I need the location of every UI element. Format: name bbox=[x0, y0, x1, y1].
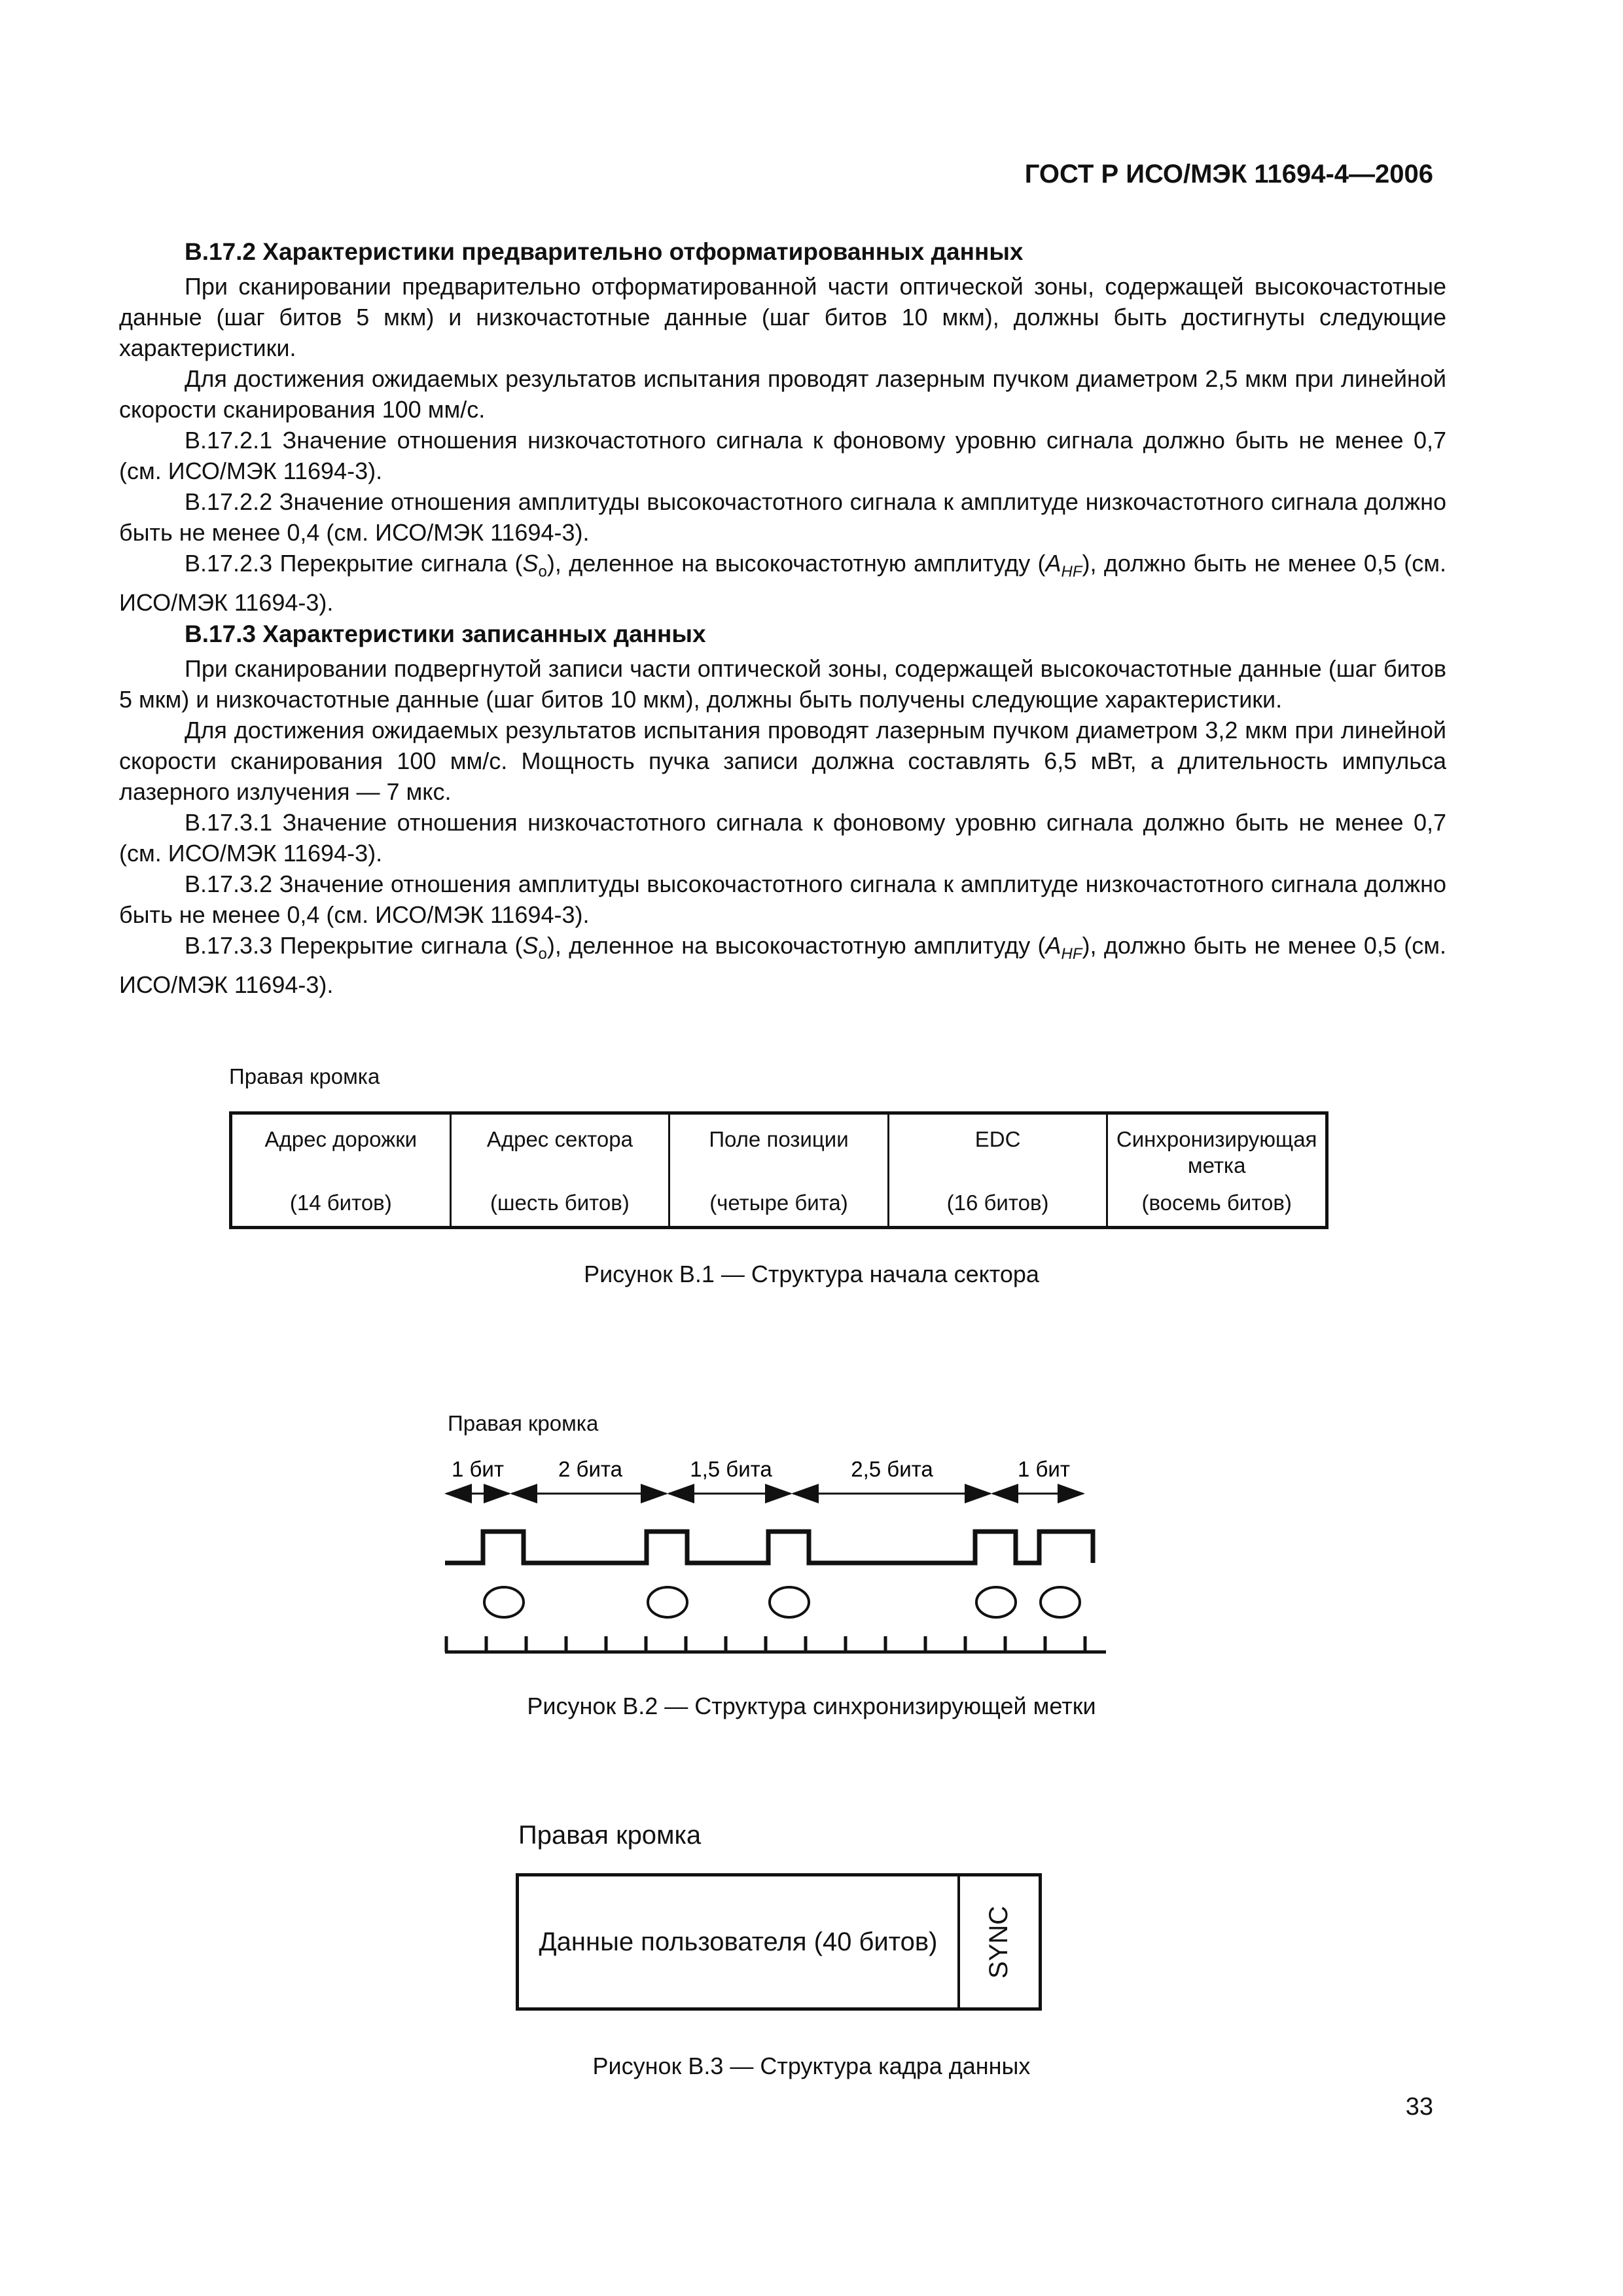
page-number: 33 bbox=[1405, 2093, 1433, 2121]
span-label: 2,5 бита bbox=[851, 1457, 933, 1481]
paragraph: В.17.3.1 Значение отношения низкочастотного сигнала к фоновому уровню сигнала должно быть не менее 0,7 (см. ИСО/МЭК 11694-3). bbox=[119, 809, 1446, 867]
figure2-edge-label: Правая кромка bbox=[448, 1411, 599, 1435]
paragraph: Для достижения ожидаемых результатов испытания проводят лазерным пучком диаметром 2,5 мкм при линейной скорости сканирования 100 мм/с. bbox=[119, 365, 1446, 423]
main-text bbox=[119, 236, 1446, 1000]
text-fragment: ), должно быть не менее 0,5 (см. ИСО/МЭК 11694-3). bbox=[119, 550, 1446, 617]
pulse-waveform bbox=[445, 1532, 1093, 1563]
document-id: ГОСТ Р ИСО/МЭК 11694-4—2006 bbox=[1024, 160, 1433, 188]
field-title: Поле позиции bbox=[709, 1127, 849, 1151]
field-bits: (16 битов) bbox=[946, 1191, 1049, 1215]
field-bits: (шесть битов) bbox=[490, 1191, 630, 1215]
subscript-hf: HF bbox=[1061, 563, 1082, 581]
figure3-caption: Рисунок В.3 — Структура кадра данных bbox=[592, 2053, 1031, 2079]
field-title: Синхронизирующая метка bbox=[1116, 1127, 1317, 1177]
field-bits: (14 битов) bbox=[289, 1191, 392, 1215]
data-frame-structure bbox=[516, 1873, 1042, 2011]
figure1-edge-label: Правая кромка bbox=[229, 1064, 380, 1088]
field-position bbox=[670, 1115, 889, 1226]
paragraph: При сканировании подвергнутой записи части оптической зоны, содержащей высокочастотные данные (шаг битов 5 мкм) и низкочастотные данные (шаг битов 10 мкм), должны быть получены следующие характеристики. bbox=[119, 655, 1446, 713]
user-data-label: Данные пользователя (40 битов) bbox=[539, 1927, 938, 1956]
field-title: Адрес дорожки bbox=[264, 1127, 418, 1151]
figure1-caption: Рисунок В.1 — Структура начала сектора bbox=[584, 1261, 1039, 1287]
field-title: EDC bbox=[974, 1127, 1021, 1151]
symbol-a: A bbox=[1045, 932, 1061, 960]
field-title: Адрес сектора bbox=[486, 1127, 633, 1151]
paragraph bbox=[119, 548, 1446, 618]
bit-scale bbox=[445, 1636, 1106, 1652]
symbol-s: S bbox=[522, 550, 539, 577]
text-fragment: ), должно быть не менее 0,5 (см. ИСО/МЭК 11694-3). bbox=[119, 932, 1446, 999]
field-bits: (четыре бита) bbox=[709, 1191, 848, 1215]
figure2-caption: Рисунок В.2 — Структура синхронизирующей метки bbox=[527, 1693, 1096, 1719]
paragraph: В.17.2.2 Значение отношения амплитуды высокочастотного сигнала к амплитуде низкочастотного сигнала должно быть не менее 0,4 (см. ИСО/МЭК 11694-3). bbox=[119, 488, 1446, 546]
field-sync-mark bbox=[1108, 1115, 1325, 1226]
section-heading: В.17.3 Характеристики записанных данных bbox=[185, 620, 706, 648]
text-fragment: В.17.3.3 Перекрытие сигнала ( bbox=[185, 932, 523, 960]
field-track-address bbox=[232, 1115, 452, 1226]
field-sector-address bbox=[452, 1115, 671, 1226]
span-label: 1,5 бита bbox=[690, 1457, 772, 1481]
subscript-o: o bbox=[538, 563, 547, 581]
sync-label: SYNC bbox=[984, 1905, 1014, 1979]
paragraph: Для достижения ожидаемых результатов испытания проводят лазерным пучком диаметром 3,2 мкм при линейной скорости сканирования 100 мм/с. Мощность пучка записи должна составлять 6,5 мВт, а длительность импульса лазерного излучения — 7 мкс. bbox=[119, 717, 1446, 806]
subscript-o: o bbox=[538, 945, 547, 963]
paragraph: В.17.3.2 Значение отношения амплитуды высокочастотного сигнала к амплитуде низкочастотного сигнала должно быть не менее 0,4 (см. ИСО/МЭК 11694-3). bbox=[119, 870, 1446, 929]
text-fragment: ), деленное на высокочастотную амплитуду ( bbox=[546, 550, 1046, 577]
paragraph: В.17.2.1 Значение отношения низкочастотного сигнала к фоновому уровню сигнала должно быть не менее 0,7 (см. ИСО/МЭК 11694-3). bbox=[119, 427, 1446, 484]
field-edc bbox=[889, 1115, 1109, 1226]
user-data-field bbox=[519, 1876, 960, 2007]
paragraph bbox=[119, 930, 1446, 1000]
sync-field bbox=[960, 1876, 1039, 2007]
symbol-a: A bbox=[1045, 550, 1061, 577]
subscript-hf: HF bbox=[1061, 945, 1082, 963]
text-fragment: ), деленное на высокочастотную амплитуду ( bbox=[546, 932, 1046, 960]
text-fragment: В.17.2.3 Перекрытие сигнала ( bbox=[185, 550, 523, 577]
field-bits: (восемь битов) bbox=[1141, 1191, 1292, 1215]
span-label: 1 бит bbox=[452, 1457, 504, 1481]
span-label: 2 бита bbox=[558, 1457, 622, 1481]
section-heading: В.17.2 Характеристики предварительно отформатированных данных bbox=[185, 238, 1024, 265]
sync-mark-diagram bbox=[438, 1446, 1119, 1669]
pit-marks bbox=[484, 1587, 1080, 1617]
sector-header-table bbox=[229, 1111, 1329, 1229]
symbol-s: S bbox=[522, 932, 539, 960]
span-label: 1 бит bbox=[1018, 1457, 1070, 1481]
paragraph: При сканировании предварительно отформатированной части оптической зоны, содержащей высокочастотные данные (шаг битов 5 мкм) и низкочастотные данные (шаг битов 10 мкм), должны быть достигнуты следующие характеристики. bbox=[119, 273, 1446, 361]
figure3-edge-label: Правая кромка bbox=[518, 1821, 702, 1850]
